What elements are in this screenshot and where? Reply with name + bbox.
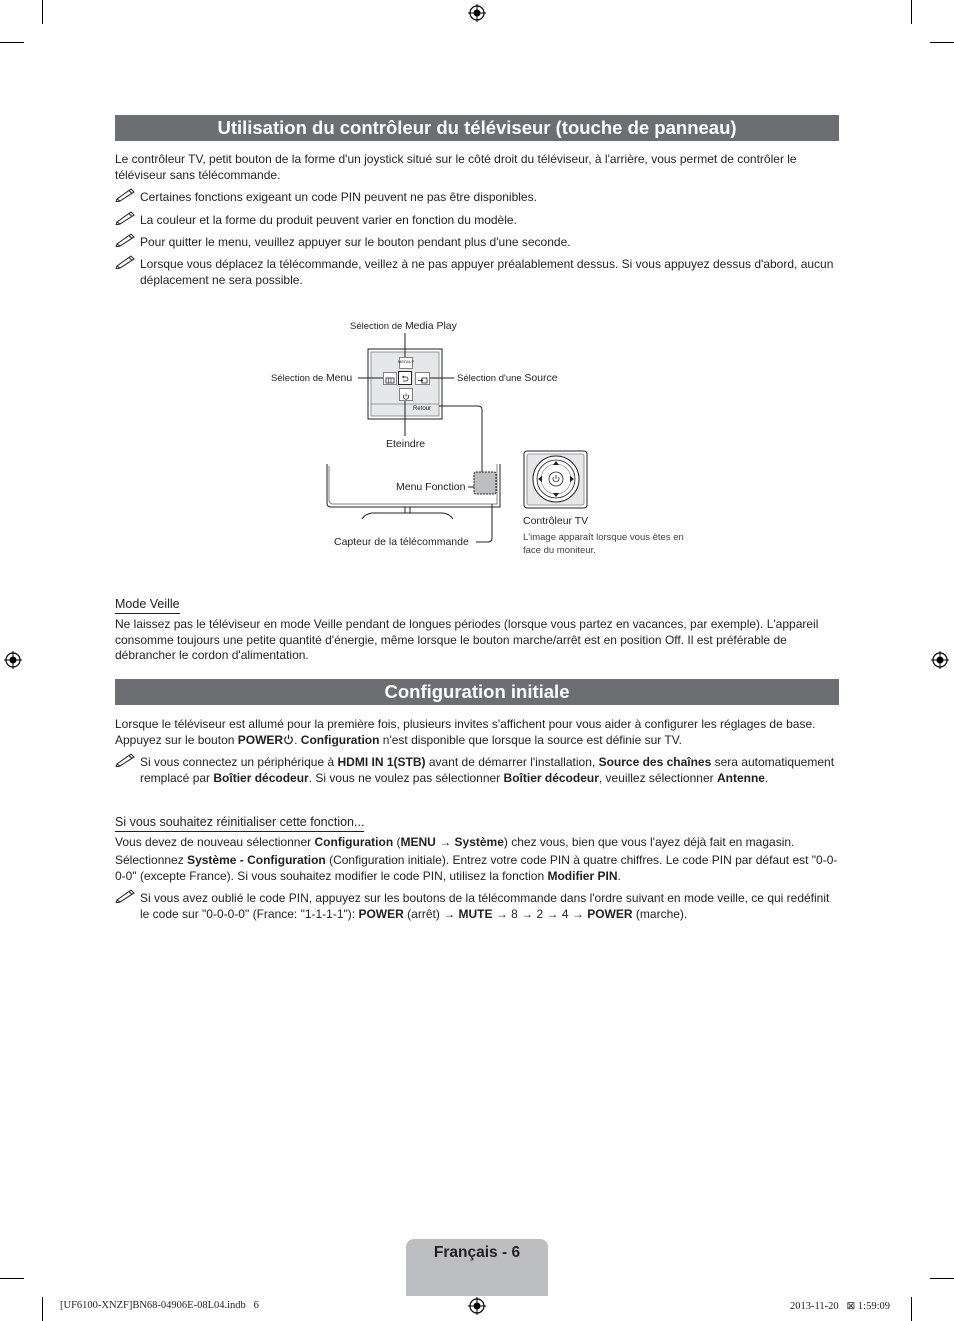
panel-return-label: Retour <box>413 406 432 412</box>
registration-mark-icon <box>468 1297 486 1315</box>
note-hdmi: Si vous connectez un périphérique à HDMI IN 1(STB) avant de démarrer l'installation, Source des chaînes sera automatiquement remplacé par Boîtier décodeur. Si vous ne voulez pas sélectionner Boîtier décodeur, veuillez sélectionner Antenne. <box>115 755 841 786</box>
standby-text: Ne laissez pas le téléviseur en mode Veille pendant de longues périodes (lorsque vous partez en vacances, par exemple). L'appareil consomme toujours une petite quantité d'énergie, même lorsque le bouton marche/arrêt est en position Off. Il est préférable de débrancher le cordon d'alimentation. <box>115 617 819 662</box>
note-text: La couleur et la forme du produit peuvent varier en fonction du modèle. <box>140 213 517 227</box>
section-title-controller: Utilisation du contrôleur du téléviseur (touche de panneau) <box>115 115 839 141</box>
note-forgot-pin: Si vous avez oublié le code PIN, appuyez sur les boutons de la télécommande dans l'ordre suivant en mode veille, ce qui redéfinit le code sur "0-0-0-0" (France: "1-1-1-1"): POWER (arrêt) → MUTE → 8 → 2 → 4 → POWER (marche). <box>115 891 841 922</box>
controller-intro: Le contrôleur TV, petit bouton de la forme d'un joystick situé sur le côté droit du téléviseur, à l'arrière, vous permet de contrôler le téléviseur sans télécommande. <box>115 152 797 182</box>
standby-title: Mode Veille <box>115 596 180 614</box>
label-remote-sensor: Capteur de la télécommande <box>334 536 469 548</box>
reset-line1: Vous devez de nouveau sélectionner Configuration (MENU → Système) chez vous, bien que vous l'ayez déjà fait en magasin. <box>115 835 795 849</box>
return-button-icon <box>398 371 412 385</box>
crop-mark <box>930 1278 954 1279</box>
power-icon <box>283 734 294 745</box>
label-menu: Sélection de Menu <box>271 372 353 384</box>
slug-timestamp: 2013-11-20 ⊠ 1:59:09 <box>790 1301 890 1312</box>
label-source: Sélection d'une Source <box>457 372 558 384</box>
reset-line2: Sélectionnez Système - Configuration (Configuration initiale). Entrez votre code PIN à quatre chiffres. Le code PIN par défaut est "0-0-0-0" (excepte France). Si vous souhaitez modifier le code PIN, utilisez la fonction Modifier PIN. <box>115 853 838 883</box>
setup-p2: Appuyez sur le bouton POWER . Configuration n'est disponible que lorsque la source est définie sur TV. <box>115 733 682 747</box>
menu-button-icon <box>383 372 397 385</box>
crop-mark <box>911 1297 912 1321</box>
registration-mark-icon <box>4 651 22 669</box>
label-media-play: Sélection de Media Play <box>350 320 457 332</box>
pencil-note-icon <box>115 751 137 767</box>
reset-title: Si vous souhaitez réinitialiser cette fonction... <box>115 814 364 832</box>
label-menu-function: Menu Fonction <box>396 481 466 493</box>
note-text: Lorsque vous déplacez la télécommande, veillez à ne pas appuyer préalablement dessus. Si vous appuyez dessus d'abord, aucun déplacement ne sera possible. <box>140 257 834 287</box>
source-button-icon <box>415 372 430 385</box>
note-text: Certaines fonctions exigeant un code PIN peuvent ne pas être disponibles. <box>140 190 537 204</box>
diagram-lines <box>0 0 954 600</box>
panel-top-label: MEDIA P <box>398 359 415 364</box>
page-number: Français - 6 <box>433 1244 521 1261</box>
setup-p1: Lorsque le téléviseur est allumé pour la première fois, plusieurs invites s'affichent pour vous aider à configurer les réglages de base. <box>115 717 816 731</box>
crop-mark <box>42 1297 43 1321</box>
label-power-off: Eteindre <box>386 438 426 450</box>
section-title-setup: Configuration initiale <box>115 679 839 705</box>
slug-file: [UF6100-XNZF]BN68-04906E-08L04.indb 6 <box>60 1300 259 1311</box>
note-text: Pour quitter le menu, veuillez appuyer sur le bouton pendant plus d'une seconde. <box>140 235 571 249</box>
registration-mark-icon <box>931 651 949 669</box>
power-button-icon <box>399 388 413 401</box>
pencil-note-icon <box>115 887 137 903</box>
crop-mark <box>0 1278 24 1279</box>
label-controller-note: L'image apparaît lorsque vous êtes en face du moniteur. <box>523 532 684 556</box>
label-controller: Contrôleur TV <box>523 515 589 527</box>
